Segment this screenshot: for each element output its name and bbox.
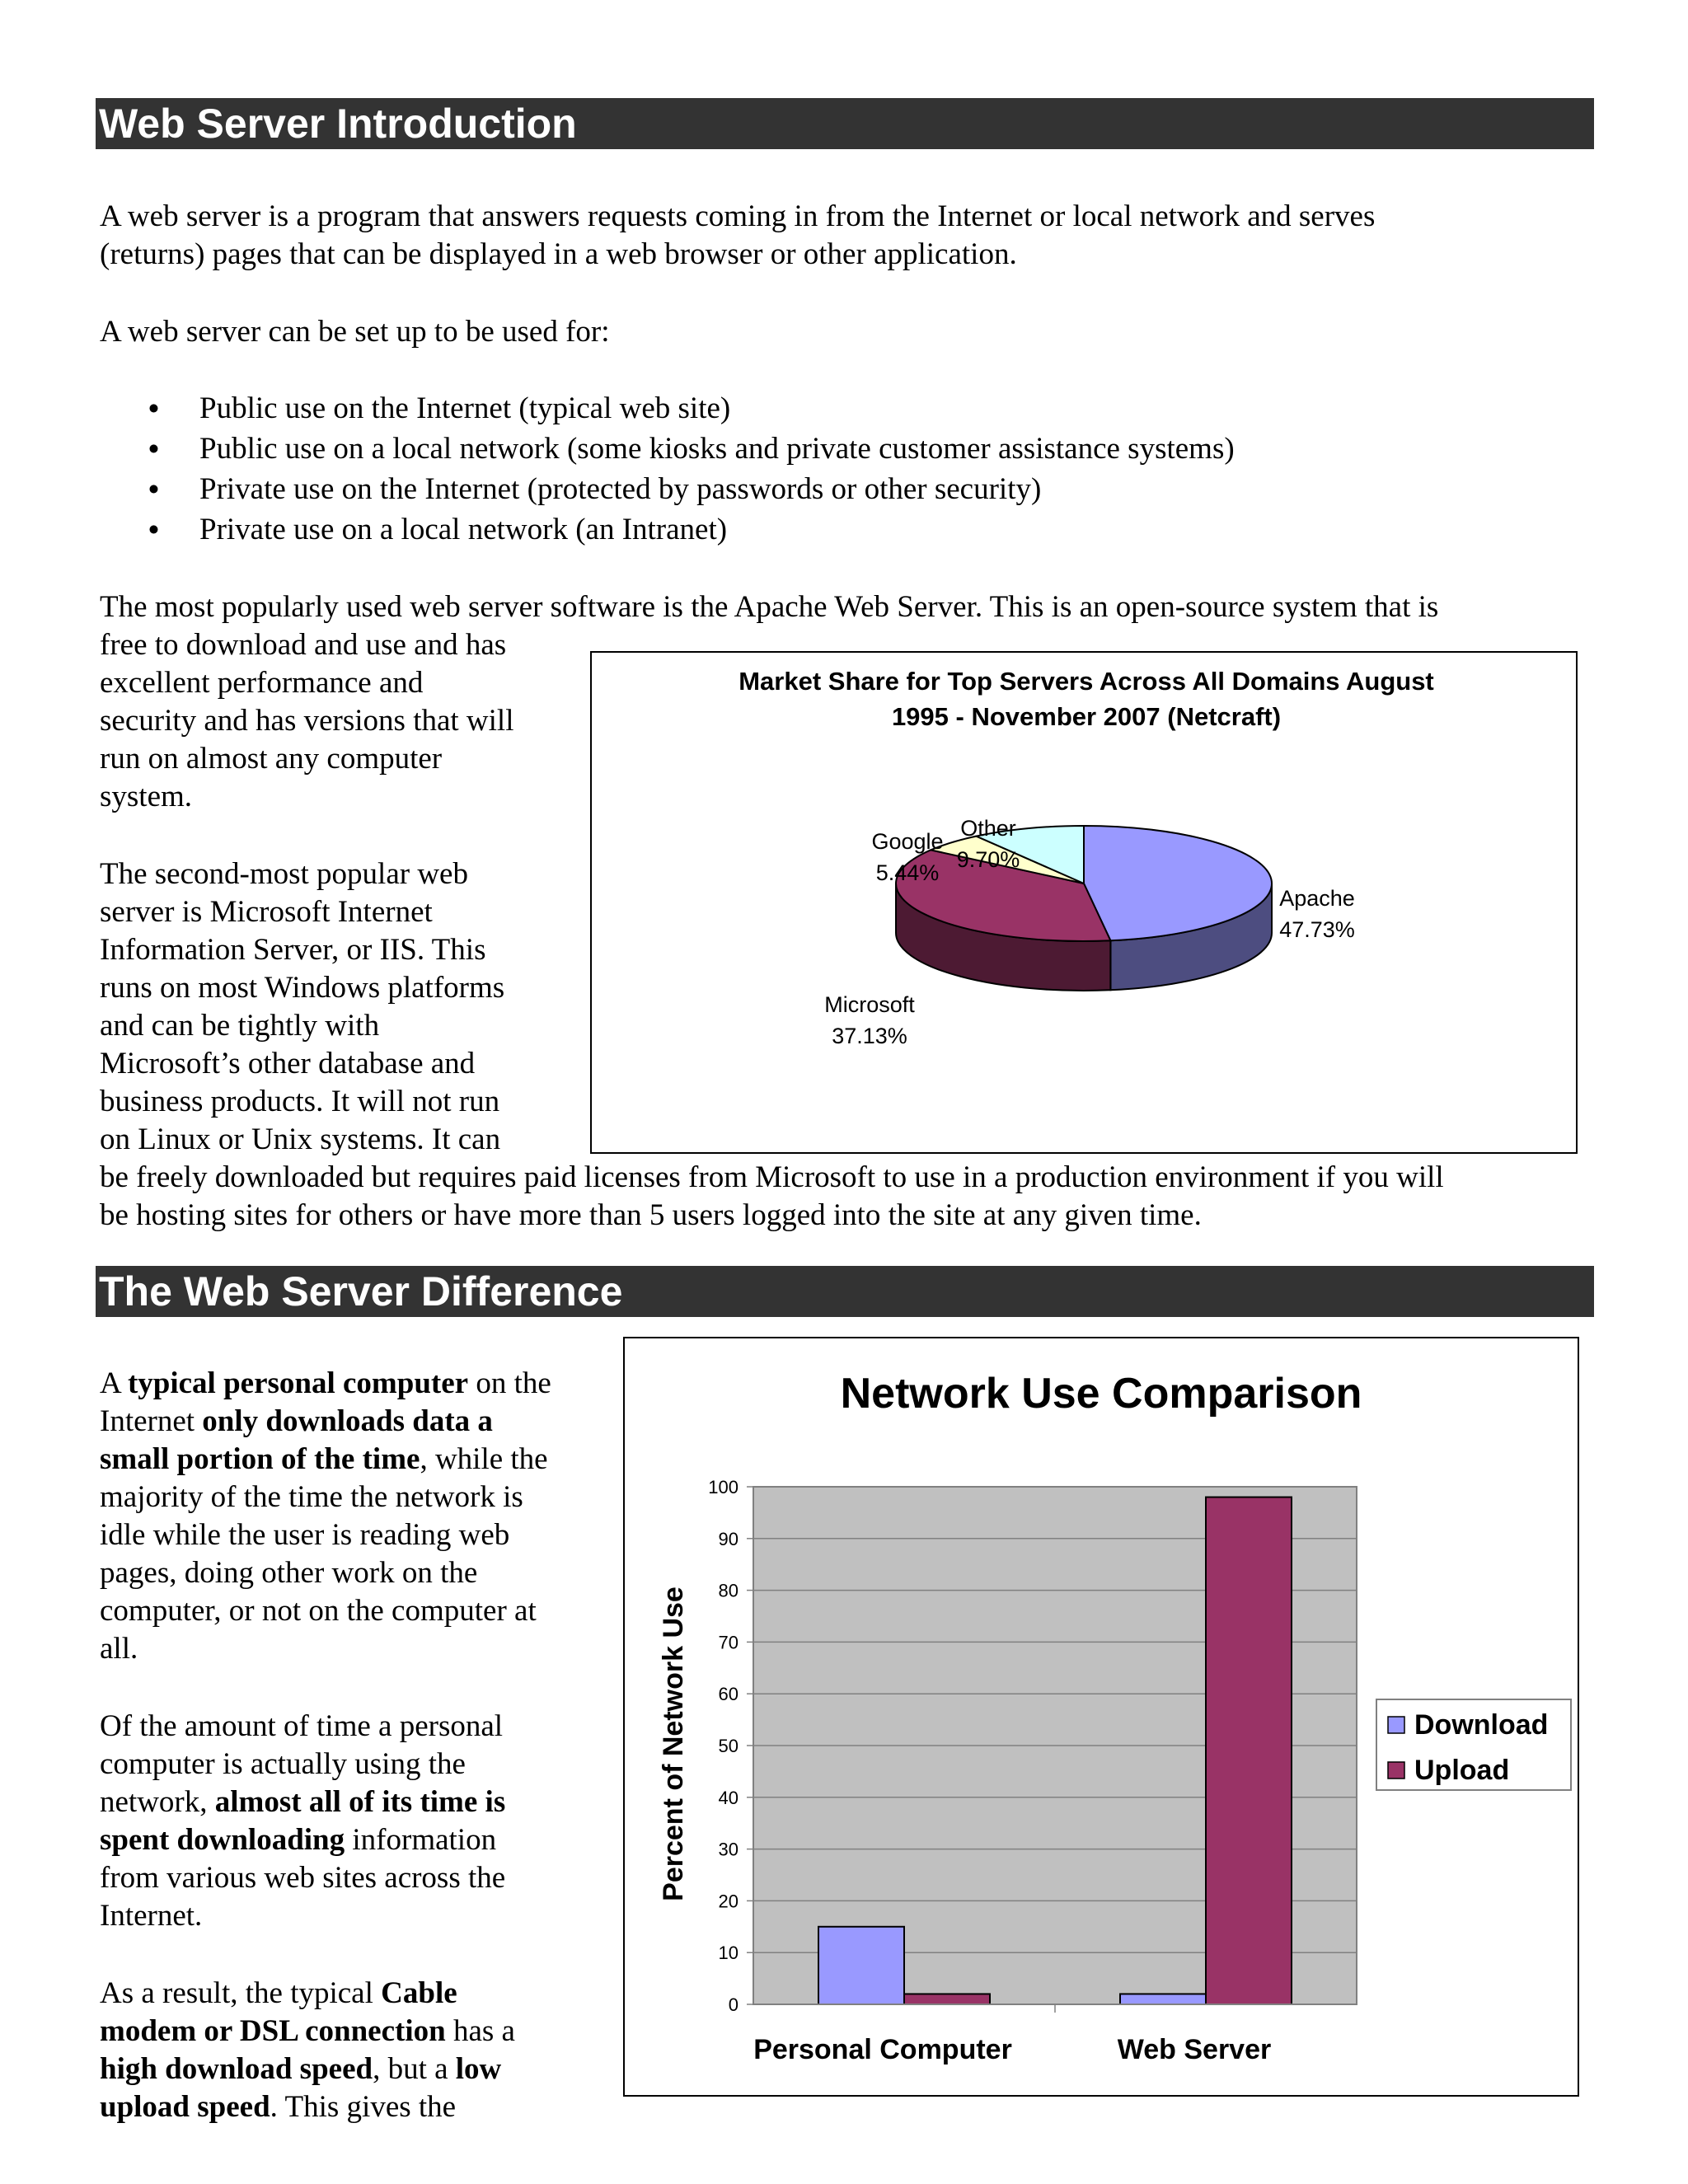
difference-para2-line-1: Of the amount of time a personal	[100, 1709, 504, 1743]
uses-intro-text: A web server can be set up to be used for:	[100, 315, 610, 349]
pie-chart-title-line-2: 1995 - November 2007 (Netcraft)	[891, 702, 1282, 731]
legend-swatch-upload	[1388, 1762, 1404, 1779]
iis-paragraph-wrap-6: Microsoft’s other database and	[100, 1047, 476, 1080]
difference-para1-line-4: majority of the time the network is	[100, 1480, 523, 1514]
intro-paragraph-line-1: A web server is a program that answers requests coming in from the Internet or local network and serves	[100, 199, 1376, 233]
list-item: • Private use on the Internet (protected by passwords or other security)	[148, 469, 1235, 509]
difference-para3-line-2: modem or DSL connection has a	[100, 2014, 515, 2048]
y-tick-label: 60	[718, 1684, 738, 1705]
difference-para1-line-5: idle while the user is reading web	[100, 1518, 510, 1552]
bar-download-1	[1120, 1994, 1206, 2004]
y-tick-label: 10	[718, 1943, 738, 1964]
difference-para2-line-5: from various web sites across the	[100, 1861, 506, 1895]
legend-label-upload: Upload	[1414, 1755, 1510, 1786]
difference-para1-line-7: computer, or not on the computer at	[100, 1594, 537, 1628]
apache-paragraph-line-1: The most popularly used web server software is the Apache Web Server. This is an open-source system that is	[100, 590, 1439, 624]
difference-para1-line-8: all.	[100, 1632, 138, 1666]
bar-chart-title: Network Use Comparison	[840, 1370, 1362, 1418]
uses-bullet-list	[148, 388, 1235, 550]
pie-label-google: Google	[871, 829, 944, 854]
bar-download-0	[818, 1927, 904, 2004]
apache-paragraph-wrap-5: system.	[100, 780, 193, 813]
section-heading-intro: Web Server Introduction	[96, 98, 1594, 149]
iis-paragraph-line-9: be freely downloaded but requires paid licenses from Microsoft to use in a production environment if you will	[100, 1160, 1444, 1194]
pie-label-other: Other	[960, 816, 1016, 841]
iis-paragraph-wrap-2: server is Microsoft Internet	[100, 895, 433, 929]
iis-paragraph-wrap-5: and can be tightly with	[100, 1009, 380, 1043]
section-heading-difference: The Web Server Difference	[96, 1266, 1594, 1317]
intro-paragraph-line-2: (returns) pages that can be displayed in a web browser or other application.	[100, 237, 1017, 271]
difference-para1-line-2: Internet only downloads data a	[100, 1404, 493, 1438]
bullet-icon: •	[148, 391, 159, 425]
apache-paragraph-wrap-4: run on almost any computer	[100, 742, 443, 776]
difference-para2-line-4: spent downloading information	[100, 1823, 497, 1857]
y-tick-label: 40	[718, 1787, 738, 1808]
pie-label-apache: Apache	[1279, 886, 1355, 911]
difference-para1-line-3: small portion of the time, while the	[100, 1442, 548, 1476]
difference-para1-line-6: pages, doing other work on the	[100, 1556, 478, 1590]
pie-value-other: 9.70%	[956, 847, 1020, 872]
y-tick-label: 70	[718, 1632, 738, 1653]
pie-value-microsoft: 37.13%	[832, 1024, 907, 1048]
iis-paragraph-wrap-1: The second-most popular web	[100, 857, 468, 891]
y-tick-label: 20	[718, 1891, 738, 1912]
pie-chart	[592, 653, 1576, 1152]
apache-paragraph-wrap-1: free to download and use and has	[100, 628, 507, 662]
pie-value-apache: 47.73%	[1279, 917, 1355, 942]
pie-value-google: 5.44%	[875, 860, 940, 885]
y-tick-label: 0	[728, 1994, 738, 2015]
difference-para3-line-1: As a result, the typical Cable	[100, 1976, 457, 2010]
pie-label-microsoft: Microsoft	[824, 992, 915, 1017]
bar-upload-1	[1206, 1497, 1292, 2004]
iis-paragraph-wrap-7: business products. It will not run	[100, 1085, 500, 1118]
x-category-label: Web Server	[1117, 2034, 1272, 2065]
iis-paragraph-line-10: be hosting sites for others or have more than 5 users logged into the site at any given time.	[100, 1198, 1202, 1232]
iis-paragraph-wrap-4: runs on most Windows platforms	[100, 971, 505, 1005]
pie-chart-title-line-1: Market Share for Top Servers Across All Domains August	[738, 667, 1434, 696]
bar-chart-y-axis-label: Percent of Network Use	[658, 1586, 689, 1901]
iis-paragraph-wrap-3: Information Server, or IIS. This	[100, 933, 486, 967]
difference-para2-line-3: network, almost all of its time is	[100, 1785, 506, 1819]
bullet-icon: •	[148, 432, 159, 466]
y-tick-label: 30	[718, 1839, 738, 1860]
bullet-icon: •	[148, 472, 159, 506]
difference-para3-line-4: upload speed. This gives the	[100, 2090, 457, 2124]
bullet-icon: •	[148, 513, 159, 546]
bar-chart-frame	[623, 1337, 1579, 2097]
y-tick-label: 80	[718, 1580, 738, 1601]
apache-paragraph-wrap-3: security and has versions that will	[100, 704, 514, 738]
bar-chart	[625, 1338, 1578, 2095]
y-tick-label: 100	[708, 1477, 738, 1497]
difference-para3-line-3: high download speed, but a low	[100, 2052, 502, 2086]
difference-para2-line-2: computer is actually using the	[100, 1747, 466, 1781]
difference-para1-line-1: A typical personal computer on the	[100, 1366, 551, 1400]
pie-chart-frame	[590, 651, 1578, 1154]
iis-paragraph-wrap-8: on Linux or Unix systems. It can	[100, 1122, 501, 1156]
list-item: • Public use on a local network (some kiosks and private customer assistance systems)	[148, 429, 1235, 469]
bar-upload-0	[904, 1994, 990, 2004]
list-item: • Private use on a local network (an Intranet)	[148, 509, 1235, 550]
list-item: • Public use on the Internet (typical web site)	[148, 388, 1235, 429]
x-category-label: Personal Computer	[753, 2034, 1012, 2065]
legend-swatch-download	[1388, 1717, 1404, 1733]
y-tick-label: 90	[718, 1528, 738, 1549]
y-tick-label: 50	[718, 1736, 738, 1756]
legend-label-download: Download	[1414, 1709, 1549, 1741]
apache-paragraph-wrap-2: excellent performance and	[100, 666, 424, 700]
difference-para2-line-6: Internet.	[100, 1899, 203, 1933]
